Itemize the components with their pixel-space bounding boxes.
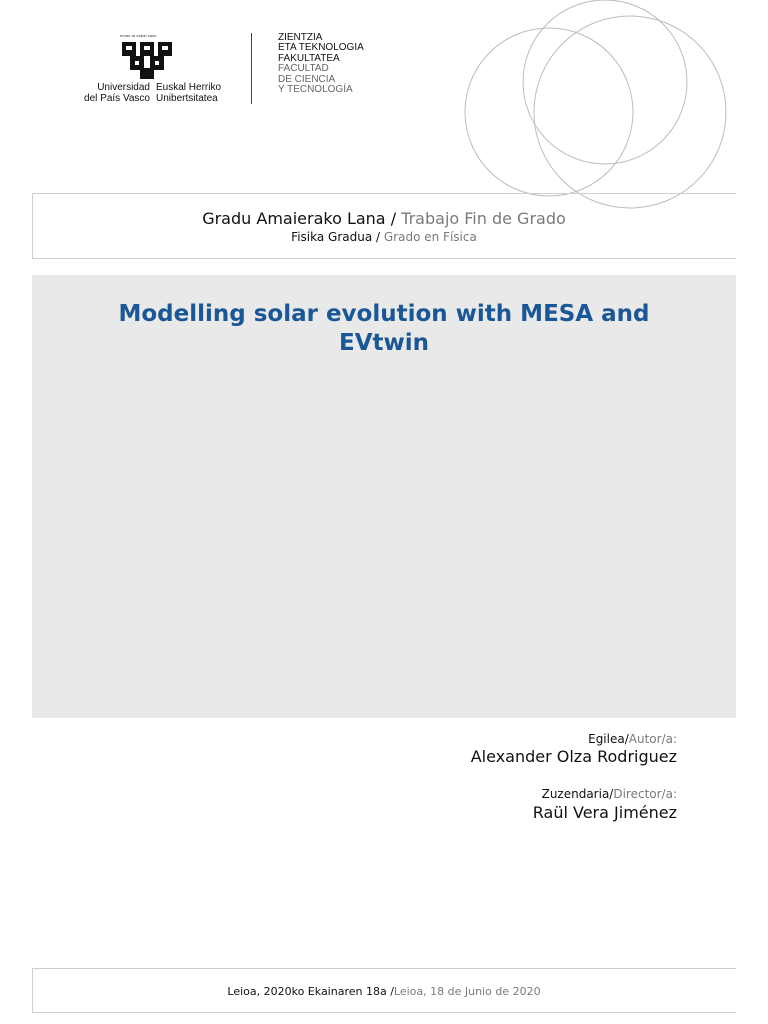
university-emblem-logo — [118, 40, 180, 80]
director-role-label — [542, 787, 677, 801]
footer-date-eu: Leioa, 2020ko Ekainaren 18a / — [227, 985, 394, 998]
author-name: Alexander Olza Rodriguez — [470, 747, 677, 766]
footer-date — [32, 985, 736, 998]
degree-title-separator: / — [385, 209, 402, 228]
university-name-es — [64, 82, 150, 104]
university-name-eu-line2: Unibertsitatea — [156, 93, 218, 104]
university-name-eu — [156, 82, 246, 104]
logo-divider — [251, 33, 252, 104]
degree-subtitle — [32, 230, 736, 244]
logo-motto: eman ta zabal zazu — [120, 33, 157, 38]
author-role-label — [588, 732, 677, 746]
faculty-name — [278, 33, 364, 95]
degree-subtitle-es: Grado en Física — [383, 230, 477, 244]
university-name-es-line1: Universidad — [97, 82, 150, 93]
faculty-name-eu-line1: ZIENTZIA — [278, 32, 323, 43]
director-name: Raül Vera Jiménez — [532, 803, 677, 822]
director-role-es: Director/a: — [613, 787, 677, 801]
degree-subtitle-separator: / — [372, 230, 384, 244]
degree-title-es: Trabajo Fin de Grado — [401, 209, 566, 228]
university-name-es-line2: del País Vasco — [84, 93, 150, 104]
footer-date-es: Leioa, 18 de Junio de 2020 — [393, 985, 541, 998]
faculty-name-eu-line2: ETA TEKNOLOGIA — [278, 42, 364, 54]
university-name-eu-line1: Euskal Herriko — [156, 82, 222, 93]
faculty-name-eu-line3: FAKULTATEA — [278, 52, 340, 64]
faculty-name-es-line3: Y TECNOLOGÍA — [278, 84, 353, 96]
author-role-eu: Egilea/ — [588, 732, 629, 746]
degree-subtitle-eu: Fisika Gradua — [291, 230, 373, 244]
author-role-es: Autor/a: — [628, 732, 677, 746]
director-role-eu: Zuzendaria/ — [541, 787, 614, 801]
degree-title-eu: Gradu Amaierako Lana — [202, 209, 386, 228]
faculty-name-es-line2: DE CIENCIA — [278, 73, 336, 85]
faculty-name-es-line1: FACULTAD — [278, 63, 329, 75]
degree-title — [32, 209, 736, 228]
thesis-title: Modelling solar evolution with MESA and EVtwin — [118, 301, 650, 356]
